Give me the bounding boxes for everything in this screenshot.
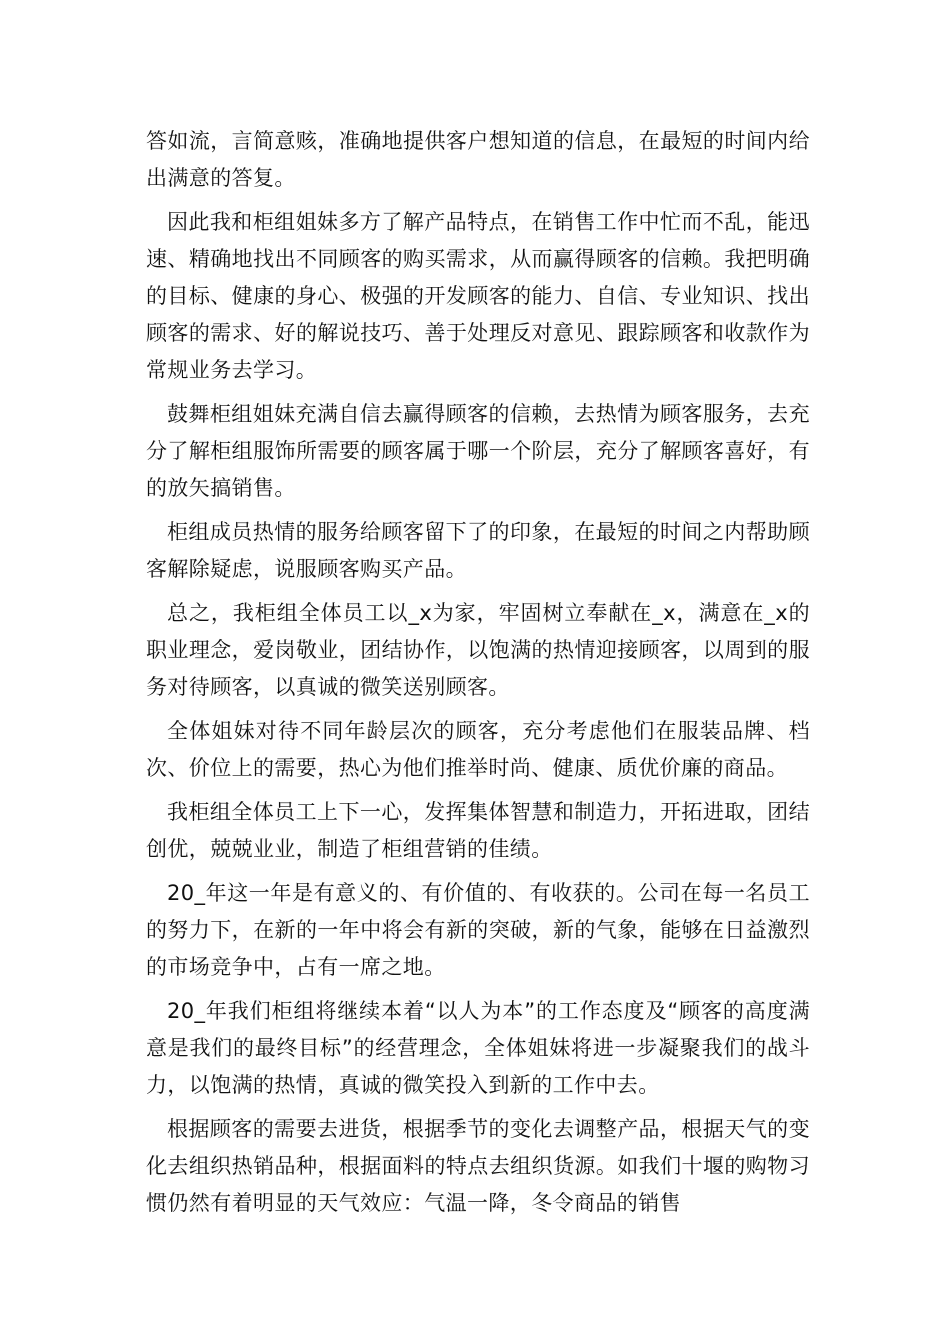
paragraph-4: 柜组成员热情的服务给顾客留下了的印象，在最短的时间之内帮助顾客解除疑虑，说服顾客购买产品。 bbox=[146, 520, 810, 581]
paragraph-6: 全体姐妹对待不同年龄层次的顾客，充分考虑他们在服装品牌、档次、价位上的需要，热心为他们推举时尚、健康、质优价廉的商品。 bbox=[146, 719, 810, 780]
paragraph-9: 20_年我们柜组将继续本着“以人为本”的工作态度及“顾客的高度满意是我们的最终目标”的经营理念，全体姐妹将进一步凝聚我们的战斗力，以饱满的热情，真诚的微笑投入到新的工作中去。 bbox=[146, 999, 810, 1097]
document-page bbox=[146, 123, 810, 1229]
paragraph-10: 根据顾客的需要去进货，根据季节的变化去调整产品，根据天气的变化去组织热销品种，根据面料的特点去组织货源。如我们十堰的购物习惯仍然有着明显的天气效应：气温一降，冬令商品的销售 bbox=[146, 1117, 810, 1215]
paragraph-2: 因此我和柜组姐妹多方了解产品特点，在销售工作中忙而不乱，能迅速、精确地找出不同顾客的购买需求，从而赢得顾客的信赖。我把明确的目标、健康的身心、极强的开发顾客的能力、自信、专业知识、找出顾客的需求、好的解说技巧、善于处理反对意见、跟踪顾客和收款作为常规业务去学习。 bbox=[146, 210, 810, 382]
paragraph-1: 答如流，言简意赅，准确地提供客户想知道的信息，在最短的时间内给出满意的答复。 bbox=[146, 129, 810, 190]
paragraph-3: 鼓舞柜组姐妹充满自信去赢得顾客的信赖，去热情为顾客服务，去充分了解柜组服饰所需要的顾客属于哪一个阶层，充分了解顾客喜好，有的放矢搞销售。 bbox=[146, 402, 810, 500]
paragraph-5: 总之，我柜组全体员工以_x为家，牢固树立奉献在_x，满意在_x的职业理念，爱岗敬业，团结协作，以饱满的热情迎接顾客，以周到的服务对待顾客，以真诚的微笑送别顾客。 bbox=[146, 601, 810, 699]
paragraph-8: 20_年这一年是有意义的、有价值的、有收获的。公司在每一名员工的努力下，在新的一年中将会有新的突破，新的气象，能够在日益激烈的市场竞争中，占有一席之地。 bbox=[146, 881, 810, 979]
paragraph-7: 我柜组全体员工上下一心，发挥集体智慧和制造力，开拓进取，团结创优，兢兢业业，制造了柜组营销的佳绩。 bbox=[146, 800, 810, 861]
